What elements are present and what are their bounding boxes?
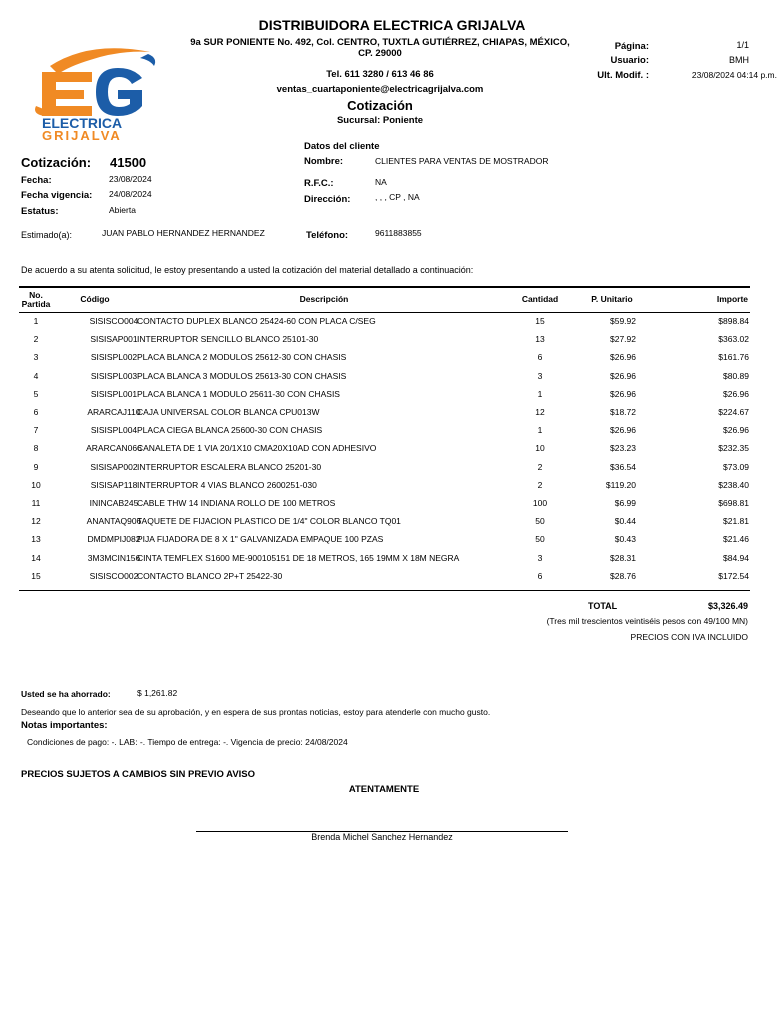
company-name: DISTRIBUIDORA ELECTRICA GRIJALVA <box>258 17 526 33</box>
row-quantity: 13 <box>535 334 545 345</box>
row-description: PLACA BLANCA 2 MODULOS 25612-30 CON CHASIS <box>137 352 347 363</box>
modified-value <box>650 70 777 80</box>
row-number: 1 <box>33 316 39 326</box>
row-description: TAQUETE DE FIJACION PLASTICO DE 1/4" COLOR BLANCO TQ01 <box>137 516 401 527</box>
row-number: 4 <box>33 370 39 381</box>
intro-text: De acuerdo a su atenta solicitud, le estoy presentando a usted la cotización del material detallado a continuación: <box>21 265 474 275</box>
savings-value: $ 1,261.82 <box>137 688 178 698</box>
table-header-border <box>19 312 750 313</box>
notes-label: Notas importantes: <box>21 720 108 731</box>
row-unit-price: $27.92 <box>610 334 636 345</box>
row-description: PLACA CIEGA BLANCA 25600-30 CON CHASIS <box>137 425 323 436</box>
valid-label: Fecha vigencia: <box>21 190 93 201</box>
row-description: CONTACTO DUPLEX BLANCO 25424-60 CON PLACA C/SEG <box>137 316 376 326</box>
row-number: 8 <box>33 443 39 454</box>
company-address-line2: CP. 29000 <box>358 48 402 59</box>
row-number: 5 <box>33 388 39 399</box>
row-code: SISISCO002 <box>89 570 139 581</box>
row-code: SISISPL003 <box>90 370 138 381</box>
row-number: 7 <box>33 425 39 436</box>
row-amount: $26.96 <box>723 425 749 436</box>
row-unit-price: $28.76 <box>610 570 636 581</box>
row-quantity: 1 <box>537 388 543 399</box>
company-email: ventas_cuartaponiente@electricagrijalva.com <box>276 84 484 95</box>
row-description: CONTACTO BLANCO 2P+T 25422-30 <box>137 570 283 581</box>
total-value: $3,326.49 <box>707 601 748 611</box>
estimator-label: Estimado(a): <box>21 230 73 240</box>
page-value: 1/1 <box>736 40 749 50</box>
iva-note: PRECIOS CON IVA INCLUIDO <box>630 632 748 642</box>
row-unit-price: $23.23 <box>610 443 636 454</box>
client-rfc-label: R.F.C.: <box>304 178 334 189</box>
valid-value: 24/08/2024 <box>109 189 152 199</box>
row-number: 3 <box>33 352 39 363</box>
row-quantity: 2 <box>537 461 543 472</box>
header-cantidad: Cantidad <box>521 294 559 304</box>
row-unit-price: $18.72 <box>610 407 636 417</box>
row-code: DMDMPIJ082 <box>87 534 141 545</box>
row-unit-price: $36.54 <box>610 461 636 472</box>
row-amount: $363.02 <box>718 334 749 345</box>
row-amount: $21.81 <box>723 516 749 527</box>
company-phone: Tel. 611 3280 / 613 46 86 <box>326 69 434 80</box>
table-row <box>19 498 750 516</box>
row-quantity: 100 <box>532 498 548 508</box>
notes-text: Condiciones de pago: -. LAB: -. Tiempo de entrega: -. Vigencia de precio: 24/08/2024 <box>27 737 348 747</box>
row-amount: $80.89 <box>723 370 749 381</box>
client-section-label: Datos del cliente <box>304 141 380 152</box>
row-quantity: 15 <box>535 316 545 326</box>
row-amount: $172.54 <box>718 570 749 581</box>
table-row <box>19 407 750 425</box>
row-description: CAJA UNIVERSAL COLOR BLANCA CPU013W <box>137 407 320 417</box>
row-amount: $698.81 <box>718 498 749 508</box>
row-quantity: 6 <box>537 352 543 363</box>
row-description: INTERRUPTOR ESCALERA BLANCO 25201-30 <box>137 461 322 472</box>
row-description: PLACA BLANCA 1 MODULO 25611-30 CON CHASIS <box>137 388 340 399</box>
header-partida-line1: No. <box>29 290 43 300</box>
row-description: PIJA FIJADORA DE 8 X 1" GALVANIZADA EMPAQUE 100 PZAS <box>137 534 384 545</box>
table-row <box>19 571 750 589</box>
estimator-value: JUAN PABLO HERNANDEZ HERNANDEZ <box>102 228 265 238</box>
header-descripcion: Descripción <box>299 294 349 304</box>
row-code: SISISPL004 <box>90 425 138 436</box>
total-label: TOTAL <box>588 601 618 611</box>
doc-title: Cotización <box>347 98 413 113</box>
row-description: CANALETA DE 1 VIA 20/1X10 CMA20X10AD CON ADHESIVO <box>137 443 377 454</box>
row-amount: $238.40 <box>718 479 749 490</box>
row-code: SISISPL002 <box>90 352 138 363</box>
row-amount: $224.67 <box>718 407 749 417</box>
row-amount: $21.46 <box>723 534 749 545</box>
row-code: SISISCO004 <box>89 316 139 326</box>
table-bottom-border <box>19 590 750 591</box>
row-unit-price: $6.99 <box>614 498 636 508</box>
signature-name: Brenda Michel Sanchez Hernandez <box>311 832 453 842</box>
row-number: 11 <box>31 498 41 508</box>
table-row <box>19 352 750 370</box>
eg-logo-graphic <box>30 44 165 142</box>
row-quantity: 10 <box>535 443 545 454</box>
company-logo <box>30 44 165 142</box>
row-description: INTERRUPTOR SENCILLO BLANCO 25101-30 <box>137 334 319 345</box>
row-quantity: 6 <box>537 570 543 581</box>
modified-value-text: 23/08/2024 04:14 p.m. <box>691 70 777 80</box>
row-number: 13 <box>31 534 41 545</box>
row-code: SISISPL001 <box>90 388 138 399</box>
modified-label: Ult. Modif. : <box>597 70 649 81</box>
row-number: 14 <box>31 552 41 563</box>
table-row <box>19 534 750 552</box>
client-address-value: , , , CP , NA <box>375 192 420 202</box>
quote-number-label: Cotización: <box>21 155 92 170</box>
client-name-label: Nombre: <box>304 156 344 167</box>
row-code: SISISAP001 <box>90 334 138 345</box>
row-number: 9 <box>33 461 39 472</box>
row-code: SISISAP002 <box>90 461 138 472</box>
row-amount: $232.35 <box>718 443 749 454</box>
row-code: 3M3MCIN156 <box>87 552 141 563</box>
table-row <box>19 480 750 498</box>
total-in-words: (Tres mil trescientos veintiséis pesos con 49/100 MN) <box>546 616 748 626</box>
row-quantity: 2 <box>537 479 543 490</box>
table-row <box>19 553 750 571</box>
row-number: 12 <box>31 516 41 527</box>
row-code: ANANTAQ906 <box>86 516 142 527</box>
page-label: Página: <box>614 41 649 52</box>
row-amount: $161.76 <box>718 352 749 363</box>
row-number: 6 <box>33 407 39 417</box>
row-unit-price: $26.96 <box>610 388 636 399</box>
user-value: BMH <box>729 55 749 65</box>
savings-label: Usted se ha ahorrado: <box>21 689 111 699</box>
row-code: ININCAB245 <box>89 498 139 508</box>
row-unit-price: $59.92 <box>610 316 636 326</box>
logo-text-line2: GRIJALVA <box>42 128 122 143</box>
row-code: SISISAP118 <box>90 479 138 490</box>
logo-text-line1: ELECTRICA <box>42 115 123 131</box>
row-unit-price: $28.31 <box>610 552 636 563</box>
row-code: ARARCAN066 <box>86 443 142 454</box>
company-address-line1: 9a SUR PONIENTE No. 492, Col. CENTRO, TUXTLA GUTIÉRREZ, CHIAPAS, MÉXICO, <box>190 37 570 48</box>
client-rfc-value: NA <box>375 177 387 187</box>
status-value: Abierta <box>109 205 136 215</box>
branch-label: Sucursal: Poniente <box>336 115 424 126</box>
table-row <box>19 389 750 407</box>
quote-number: 41500 <box>110 155 147 170</box>
client-phone-label: Teléfono: <box>306 230 349 241</box>
row-quantity: 1 <box>537 425 543 436</box>
client-phone-value: 9611883855 <box>375 228 422 238</box>
row-quantity: 3 <box>537 552 543 563</box>
row-description: CINTA TEMFLEX S1600 ME-900105151 DE 18 METROS, 165 19MM X 18M NEGRA <box>137 552 460 563</box>
row-quantity: 3 <box>537 370 543 381</box>
client-name-value: CLIENTES PARA VENTAS DE MOSTRADOR <box>375 156 549 166</box>
row-quantity: 50 <box>535 516 545 527</box>
row-quantity: 12 <box>535 407 545 417</box>
row-number: 15 <box>31 570 41 581</box>
row-amount: $84.94 <box>723 552 749 563</box>
date-value: 23/08/2024 <box>109 174 152 184</box>
row-unit-price: $26.96 <box>610 370 636 381</box>
row-code: ARARCAJ110 <box>87 407 141 417</box>
row-description: PLACA BLANCA 3 MODULOS 25613-30 CON CHASIS <box>137 370 347 381</box>
closing-text: Deseando que lo anterior sea de su aprobación, y en espera de sus prontas noticias, estoy para atenderle con mucho gusto. <box>21 707 491 717</box>
row-unit-price: $26.96 <box>610 352 636 363</box>
disclaimer: PRECIOS SUJETOS A CAMBIOS SIN PREVIO AVISO <box>21 769 256 780</box>
table-row <box>19 462 750 480</box>
table-row <box>19 516 750 534</box>
header-codigo: Código <box>80 294 110 304</box>
row-amount: $26.96 <box>723 388 749 399</box>
table-row <box>19 371 750 389</box>
row-description: CABLE THW 14 INDIANA ROLLO DE 100 METROS <box>137 498 336 508</box>
row-unit-price: $26.96 <box>610 425 636 436</box>
table-row <box>19 334 750 352</box>
date-label: Fecha: <box>21 175 52 186</box>
status-label: Estatus: <box>21 206 59 217</box>
row-number: 10 <box>31 479 41 490</box>
row-description: INTERRUPTOR 4 VIAS BLANCO 2600251-030 <box>137 479 317 490</box>
table-row <box>19 316 750 334</box>
client-address-label: Dirección: <box>304 194 351 205</box>
row-unit-price: $0.44 <box>614 516 636 527</box>
row-quantity: 50 <box>535 534 545 545</box>
row-unit-price: $0.43 <box>614 534 636 545</box>
signature-heading: ATENTAMENTE <box>348 784 420 795</box>
header-unitario: P. Unitario <box>591 294 633 304</box>
table-row <box>19 425 750 443</box>
row-unit-price: $119.20 <box>605 479 636 490</box>
header-partida-line2: Partida <box>21 299 51 309</box>
header-importe: Importe <box>716 294 748 304</box>
row-amount: $898.84 <box>718 316 749 326</box>
table-row <box>19 443 750 461</box>
table-top-border <box>19 286 750 288</box>
row-amount: $73.09 <box>723 461 749 472</box>
user-label: Usuario: <box>610 55 649 66</box>
row-number: 2 <box>33 334 39 345</box>
